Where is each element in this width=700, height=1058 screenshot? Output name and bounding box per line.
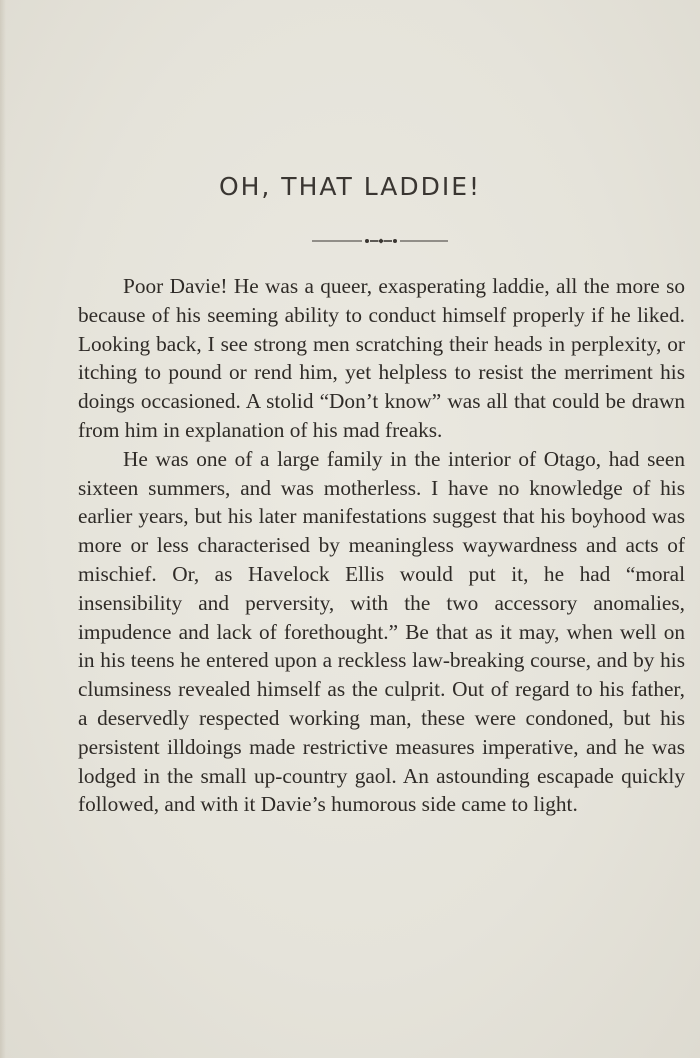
title-ornament-divider [312, 236, 448, 246]
chapter-body [78, 272, 685, 819]
paragraph: He was one of a large family in the interior of Otago, had seen sixteen summers, and was motherless. I have no knowledge of his earlier years, but his later manifestations suggest that his boyhood was more or less characterised by meaningless waywardness and acts of mischief. Or, as Havelock Ellis would put it, he had “moral insensibility and perversity, with the two accessory anomalies, impudence and lack of forethought.” Be that as it may, when well on in his teens he entered upon a reckless law-breaking course, and by his clumsiness revealed himself as the culprit. Out of regard to his father, a deservedly respected working man, these were condoned, but his persistent illdoings made restrictive measures imperative, and he was lodged in the small up-country gaol. An astounding escapade quickly followed, and with it Davie’s humorous side came to light. [78, 446, 685, 817]
paragraph: Poor Davie! He was a queer, exasperating laddie, all the more so because of his seeming ability to conduct himself properly if he liked. Looking back, I see strong men scratching their heads in perplexity, or itching to pound or rend him, yet helpless to resist the merriment his doings occasioned. A stolid “Don’t know” was all that could be drawn from him in explanation of his mad freaks. [78, 274, 685, 442]
chapter-title: OH, THAT LADDIE! [218, 172, 482, 201]
page-edge-shadow [0, 0, 6, 1058]
